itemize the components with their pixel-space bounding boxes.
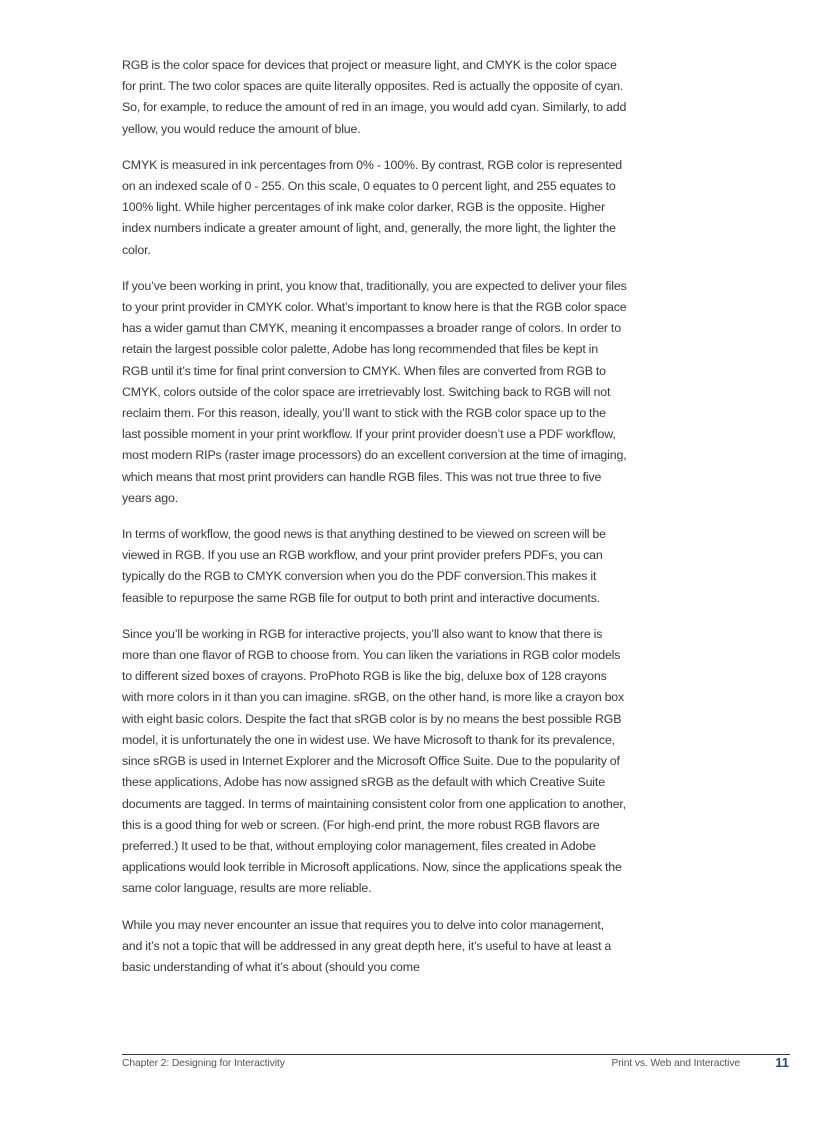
footer-chapter-title: Chapter 2: Designing for Interactivity	[122, 1058, 285, 1069]
footer-divider	[122, 1054, 790, 1055]
paragraph-2: CMYK is measured in ink percentages from 0% - 100%. By contrast, RGB color is represented on an indexed scale of 0 - 255. On this scale, 0 equates to 0 percent light, and 255 equates to 100% light. While higher percentages of ink make color darker, RGB is the opposite. Higher index numbers indicate a greater amount of light, and, generally, the more light, the lighter the color.	[122, 157, 623, 257]
footer-section-title: Print vs. Web and Interactive	[611, 1058, 740, 1069]
paragraph-3: If you’ve been working in print, you know that, traditionally, you are expected to deliver your files to your print provider in CMYK color. What’s important to know here is that the RGB color space has a wider gamut than CMYK, meaning it encompasses a broader range of colors. In order to retain the largest possible color palette, Adobe has long recommended that files be kept in RGB until it’s time for final print conversion to CMYK. When files are converted from RGB to CMYK, colors outside of the color space are irretrievably lost. Switching back to RGB will not reclaim them. For this reason, ideally, you’ll want to stick with the RGB color space up to the last possible moment in your print workflow. If your print provider doesn’t use a PDF workflow, most modern RIPs (raster image processors) do an excellent conversion at the time of imaging, which means that most print providers can handle RGB files. This was not true three to five years ago.	[122, 278, 627, 505]
paragraph-4: In terms of workflow, the good news is that anything destined to be viewed on screen will be viewed in RGB. If you use an RGB workflow, and your print provider prefers PDFs, you can typically do the RGB to CMYK conversion when you do the PDF conversion.This makes it feasible to repurpose the same RGB file for output to both print and interactive documents.	[122, 527, 606, 605]
paragraph-1: RGB is the color space for devices that project or measure light, and CMYK is the color space for print. The two color spaces are quite literally opposites. Red is actually the opposite of cyan. So, for example, to reduce the amount of red in an image, you would add cyan. Similarly, to add yellow, you would reduce the amount of blue.	[122, 58, 627, 136]
paragraph-6: While you may never encounter an issue that requires you to delve into color management, and it’s not a topic that will be addressed in any great depth here, it’s useful to have at least a basic understanding of what it’s about (should you come	[122, 917, 612, 974]
page-number: 11	[775, 1055, 789, 1070]
body-text	[122, 55, 627, 993]
paragraph-5: Since you’ll be working in RGB for interactive projects, you’ll also want to know that there is more than one flavor of RGB to choose from. You can liken the variations in RGB color models to different sized boxes of crayons. ProPhoto RGB is like the big, deluxe box of 128 crayons with more colors in it than you can imagine. sRGB, on the other hand, is more like a crayon box with eight basic colors. Despite the fact that sRGB color is by no means the best possible RGB model, it is unfortunately the one in widest use. We have Microsoft to thank for its prevalence, since sRGB is used in Internet Explorer and the Microsoft Office Suite. Due to the popularity of these applications, Adobe has now assigned sRGB as the default with which Creative Suite documents are tagged. In terms of maintaining consistent color from one application to another, this is a good thing for web or screen. (For high-end print, the more robust RGB flavors are preferred.) It used to be that, without employing color management, files created in Adobe applications would look terrible in Microsoft applications. Now, since the applications speak the same color language, results are more reliable.	[122, 626, 626, 896]
